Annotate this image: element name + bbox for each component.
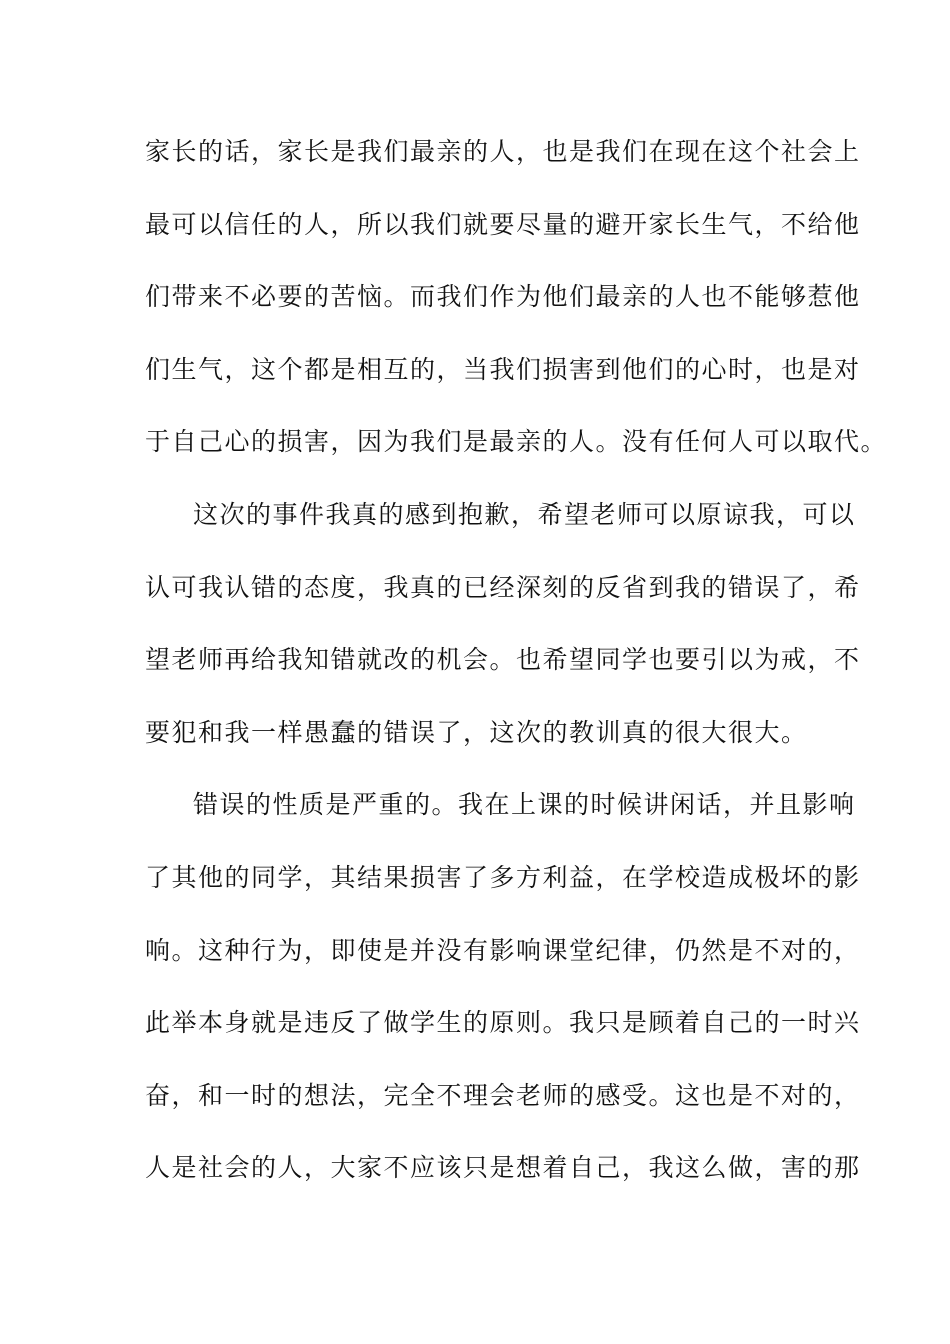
document-body [145,126,888,1215]
paragraph-start-line: 这次的事件我真的感到抱歉，希望老师可以原谅我，可以 [193,499,856,529]
text-line: 认可我认错的态度，我真的已经深刻的反省到我的错误了，希 [145,572,861,602]
text-line: 家长的话，家长是我们最亲的人，也是我们在现在这个社会上 [145,137,861,166]
text-line: 此举本身就是违反了做学生的原则。我只是顾着自己的一时兴 [145,1008,861,1038]
text-line: 们带来不必要的苦恼。而我们作为他们最亲的人也不能够惹他 [145,282,861,312]
text-line: 要犯和我一样愚蠢的错误了，这次的教训真的很大很大。 [145,717,808,747]
text-line: 于自己心的损害，因为我们是最亲的人。没有任何人可以取代。 [145,427,888,457]
paragraph-start-line: 错误的性质是严重的。我在上课的时候讲闲话，并且影响 [193,790,856,820]
text-line: 最可以信任的人，所以我们就要尽量的避开家长生气，不给他 [145,209,861,239]
text-line: 人是社会的人，大家不应该只是想着自己，我这么做，害的那 [145,1153,861,1183]
text-line: 了其他的同学，其结果损害了多方利益，在学校造成极坏的影 [145,862,861,892]
text-line: 们生气，这个都是相互的，当我们损害到他们的心时，也是对 [145,354,861,384]
text-line: 响。这种行为，即使是并没有影响课堂纪律，仍然是不对的， [145,935,861,965]
text-line: 奋，和一时的想法，完全不理会老师的感受。这也是不对的， [145,1080,861,1110]
text-line: 望老师再给我知错就改的机会。也希望同学也要引以为戒，不 [145,645,861,675]
